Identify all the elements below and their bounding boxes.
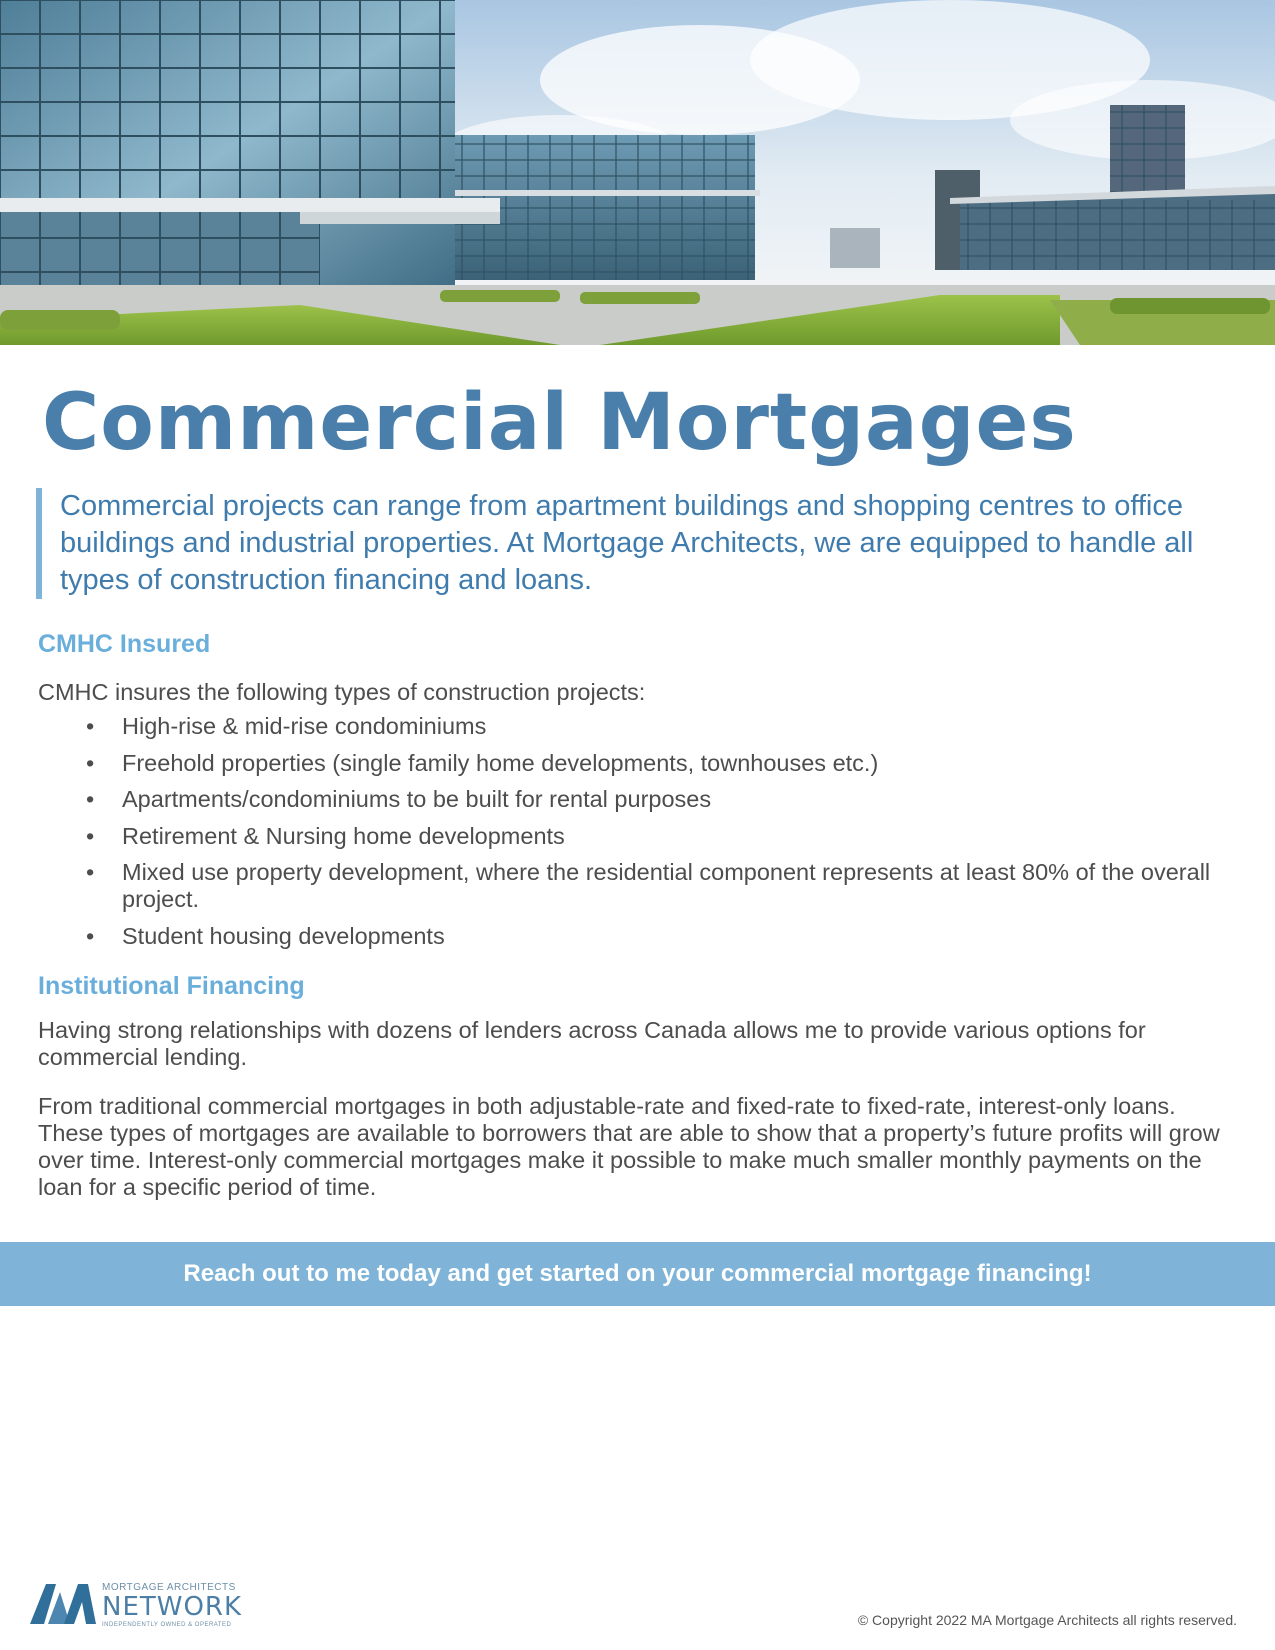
bullet-icon: • bbox=[86, 713, 95, 739]
bullet-icon: • bbox=[86, 749, 95, 776]
list-item: • Freehold properties (single family home developments, townhouses etc.) bbox=[86, 749, 879, 776]
bullet-icon: • bbox=[86, 859, 95, 885]
list-item: • Student housing developments bbox=[86, 922, 445, 949]
list-item: • Apartments/condominiums to be built for rental purposes bbox=[86, 786, 712, 812]
logo-main-text: NETWORK bbox=[102, 1592, 243, 1622]
page-title: Commercial Mortgages bbox=[42, 378, 1077, 468]
list-item: • Mixed use property development, where the residential component represents at least 80% of the overall project. bbox=[86, 859, 1211, 912]
commercial-buildings-photo-icon bbox=[0, 0, 1275, 345]
list-item: • Retirement & Nursing home developments bbox=[86, 822, 565, 849]
institutional-paragraph-2: From traditional commercial mortgages in both adjustable-rate and fixed-rate to fixed-rate, interest-only loans. These types of mortgages are available to borrowers that are able to show that a property’s future profits will grow over time. Interest-only commercial mortgages make it possible to make much smaller monthly payments on the loan for a specific period of time. bbox=[38, 1093, 1220, 1200]
intro-quote: Commercial projects can range from apartment buildings and shopping centres to office buildings and industrial properties. At Mortgage Architects, we are equipped to handle all types of construction financing and loans. bbox=[36, 488, 1236, 599]
institutional-paragraph-1: Having strong relationships with dozens of lenders across Canada allows me to provide various options for commercial lending. bbox=[38, 1017, 1146, 1070]
mortgage-architects-logo bbox=[30, 1580, 243, 1630]
institutional-heading: Institutional Financing bbox=[38, 972, 305, 1000]
list-item: • High-rise & mid-rise condominiums bbox=[86, 713, 487, 739]
cta-text: Reach out to me today and get started on your commercial mortgage financing! bbox=[183, 1260, 1092, 1287]
copyright-text: © Copyright 2022 MA Mortgage Architects all rights reserved. bbox=[857, 1612, 1237, 1628]
cmhc-project-list bbox=[38, 713, 1238, 959]
bullet-icon: • bbox=[86, 922, 95, 949]
logo-bottom-text: INDEPENDENTLY OWNED & OPERATED bbox=[102, 1622, 232, 1628]
bullet-icon: • bbox=[86, 786, 95, 812]
cmhc-heading: CMHC Insured bbox=[38, 630, 211, 658]
hero-image bbox=[0, 0, 1275, 345]
cmhc-lead-text: CMHC insures the following types of construction projects: bbox=[38, 679, 646, 705]
cta-banner bbox=[0, 1242, 1275, 1306]
ma-logo-icon bbox=[30, 1584, 96, 1624]
bullet-icon: • bbox=[86, 822, 95, 849]
logo-top-text: MORTGAGE ARCHITECTS bbox=[102, 1582, 236, 1593]
